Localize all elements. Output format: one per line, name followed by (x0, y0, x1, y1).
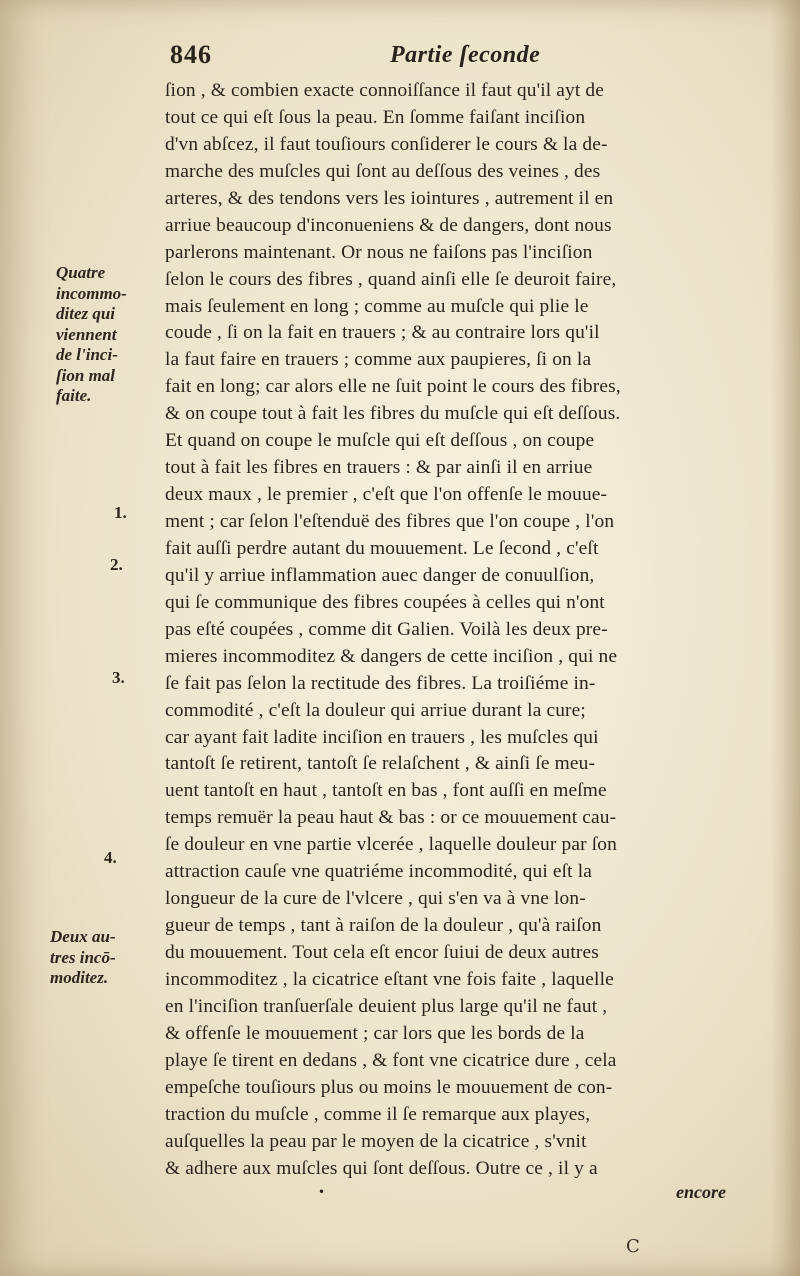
margin-note-line: ditez qui (56, 304, 116, 323)
text-line: ment ; car ſelon l'eſtenduë des fibres que l'on coupe , l'on (165, 511, 615, 532)
page-number: 846 (170, 40, 212, 69)
text-line: tout ce qui eſt ſous la peau. En ſomme faiſant inciſion (165, 106, 586, 128)
margin-numeral-1: 1. (114, 503, 127, 522)
body-text (165, 78, 765, 1182)
text-line: mais ſeulement en long ; comme au muſcle qui plie le (165, 295, 589, 317)
running-head: Partie ſeconde (390, 42, 541, 68)
margin-note-line: de l'inci- (56, 345, 118, 364)
margin-numeral-4: 4. (104, 848, 117, 867)
text-line: marche des muſcles qui ſont au deſſous des veines , des (165, 160, 601, 182)
margin-numeral-2: 2. (110, 555, 123, 574)
text-line: traction du muſcle , comme il ſe remarque aux playes, (165, 1103, 591, 1125)
margin-note-line: tres incō- (50, 947, 116, 967)
text-line: auſquelles la peau par le moyen de la cicatrice , s'vnit (165, 1130, 587, 1152)
text-line: playe ſe tirent en dedans , & font vne cicatrice dure , cela (165, 1049, 617, 1071)
text-line: fait en long; car alors elle ne ſuit point le cours des fibres, (165, 376, 621, 398)
text-line: & offenſe le mouuement ; car lors que les bords de la (165, 1022, 585, 1044)
page-edge-shadow (770, 0, 800, 1276)
text-line: arteres, & des tendons vers les iointures , autrement il en (165, 187, 614, 209)
bottom-mark: C (626, 1236, 640, 1257)
text-line: ſion , & combien exacte connoiſſance il faut qu'il ayt de (165, 80, 605, 101)
margin-note-line: faite. (56, 386, 92, 405)
text-line: coude , ſi on la fait en trauers ; & au contraire lors qu'il (165, 322, 600, 344)
text-line: du mouuement. Tout cela eſt encor ſuiui de deux autres (165, 942, 599, 963)
text-line: longueur de la cure de l'vlcere , qui s'en va à vne lon- (165, 888, 586, 910)
margin-note-line: Quatre (56, 263, 106, 282)
text-line: uent tantoſt en haut , tantoſt en bas , font auſſi en meſme (165, 780, 607, 802)
text-line: temps remuër la peau haut & bas : or ce mouuement cau- (165, 807, 617, 829)
text-line: pas eſté coupées , comme dit Galien. Voilà les deux pre- (165, 618, 608, 640)
text-line: gueur de temps , tant à raiſon de la douleur , qu'à raiſon (165, 915, 602, 937)
text-line: d'vn abſcez, il faut touſiours conſiderer le cours & la de- (165, 133, 608, 155)
margin-note-quatre-incommoditez (56, 263, 156, 407)
margin-note-line: ſion mal (56, 365, 116, 385)
text-line: en l'inciſion tranſuerſale deuient plus large qu'il ne faut , (165, 995, 608, 1017)
text-line: incommoditez , la cicatrice eſtant vne fois faite , laquelle (165, 968, 614, 990)
text-line: mieres incommoditez & dangers de cette inciſion , qui ne (165, 645, 618, 667)
text-line: commodité , c'eſt la douleur qui arriue durant la cure; (165, 699, 586, 721)
margin-note-deux-autres (50, 927, 150, 989)
page-header (170, 40, 590, 76)
text-line: empeſche touſiours plus ou moins le mouuement de con- (165, 1076, 613, 1098)
text-line: ſe douleur en vne partie vlcerée , laquelle douleur par ſon (165, 834, 617, 856)
catchword: encore (676, 1182, 726, 1202)
text-line: qu'il y arriue inflammation auec danger de conuulſion, (165, 564, 595, 586)
text-line: parlerons maintenant. Or nous ne faiſons pas l'inciſion (165, 241, 593, 263)
text-line: deux maux , le premier , c'eſt que l'on offenſe le mouue- (165, 484, 608, 506)
text-line: qui ſe communique des fibres coupées à celles qui n'ont (165, 591, 605, 613)
text-line: arriue beaucoup d'inconueniens & de dangers, dont nous (165, 214, 612, 236)
signature-mark: • (318, 1185, 326, 1199)
margin-note-line: moditez. (50, 968, 109, 987)
margin-note-line: incommo- (56, 283, 127, 303)
margin-numeral-3: 3. (112, 668, 125, 687)
text-line: & adhere aux muſcles qui ſont deſſous. Outre ce , il y a (165, 1157, 598, 1179)
text-line: tout à fait les fibres en trauers : & par ainſi il en arriue (165, 457, 593, 479)
text-line: car ayant fait ladite inciſion en trauers , les muſcles qui (165, 726, 599, 748)
margin-note-line: viennent (56, 324, 117, 344)
margin-note-line: Deux au- (50, 927, 116, 946)
text-line: fait auſſi perdre autant du mouuement. Le ſecond , c'eſt (165, 537, 599, 559)
text-line: ſelon le cours des fibres , quand ainſi elle ſe deuroit faire, (165, 268, 617, 290)
text-line: Et quand on coupe le muſcle qui eſt deſſous , on coupe (165, 430, 595, 452)
text-line: & on coupe tout à fait les fibres du muſcle qui eſt deſſous. (165, 403, 621, 425)
text-line: tantoſt ſe retirent, tantoſt ſe relaſchent , & ainſi ſe meu- (165, 753, 596, 775)
text-line: ſe fait pas ſelon la rectitude des fibres. La troiſiéme in- (165, 672, 596, 694)
text-line: attraction cauſe vne quatriéme incommodité, qui eſt la (165, 861, 592, 883)
text-line: la faut faire en trauers ; comme aux paupieres, ſi on la (165, 349, 592, 371)
